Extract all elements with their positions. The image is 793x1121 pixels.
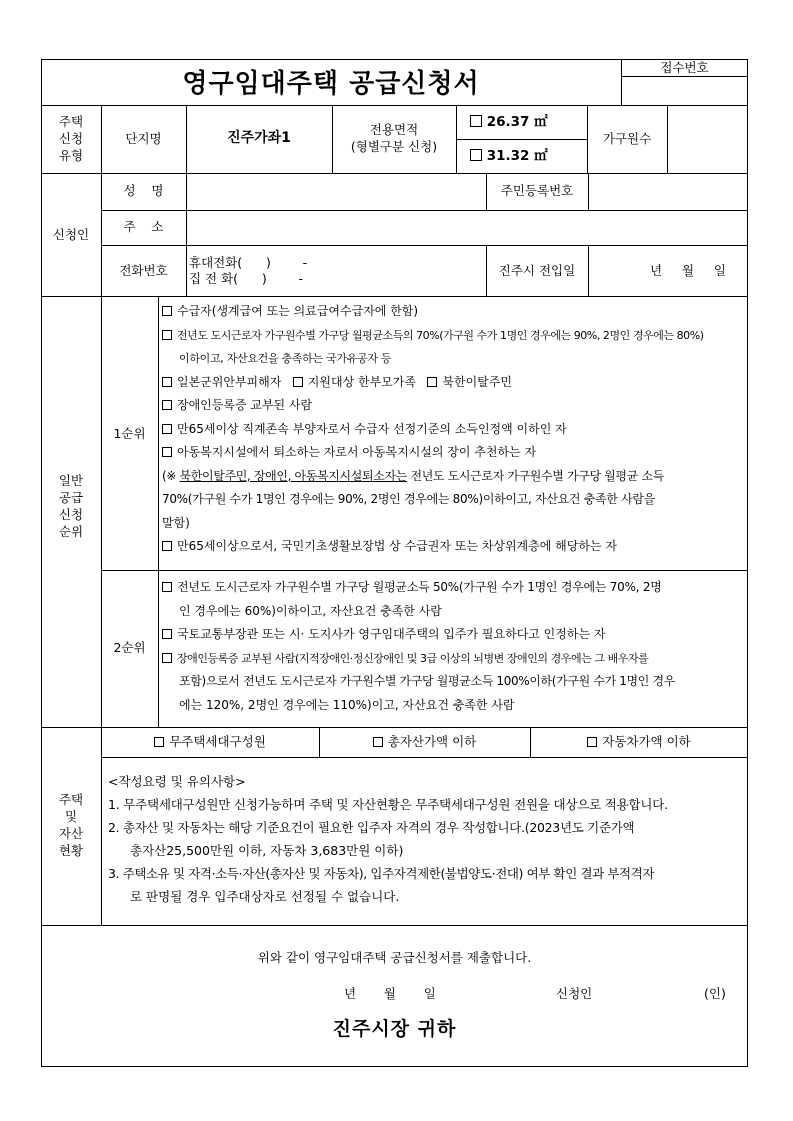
checkbox-icon[interactable] [373, 737, 383, 747]
move-in-date-field[interactable]: 년 월 일 [650, 263, 726, 278]
checkbox-icon[interactable] [293, 377, 303, 387]
checkbox-icon[interactable] [162, 653, 172, 663]
rank1-note: (※ 북한이탈주민, 장애인, 아동복지시설퇴소자는 전년도 도시근로자 가구원수별 가구당 월평균 소득 [162, 468, 664, 483]
note-2: 2. 총자산 및 자동차는 해당 기준요건이 필요한 입주자 자격의 경우 작성합니다.(2023년도 기준가액 [108, 820, 635, 835]
rank2-item-income[interactable]: 전년도 도시근로자 가구원수별 가구당 월평균소득 50%(가구원 수가 1명인 경우에는 70%, 2명 [162, 576, 746, 600]
checkbox-icon[interactable] [162, 541, 172, 551]
rrn-field[interactable] [589, 174, 747, 209]
note-3: 3. 주택소유 및 자격·소득·자산(총자산 및 자동차), 입주자격제한(불법양도·전대) 여부 확인 결과 부적격자 [108, 866, 655, 881]
rank1-item-elderly-support[interactable]: 만65세이상 직계존속 부양자로서 수급자 선정기준의 소득인정액 이하인 자 [162, 418, 746, 442]
checkbox-icon[interactable] [162, 400, 172, 410]
rank2-item-income-cont: 인 경우에는 60%)이하이고, 자산요건 충족한 사람 [179, 603, 442, 618]
checkbox-icon[interactable] [162, 582, 172, 592]
name-label: 성 명 [123, 183, 164, 198]
checkbox-icon[interactable] [162, 424, 172, 434]
assets-section-label: 주택 및 자산 현황 [58, 792, 84, 858]
rank1-criteria [162, 300, 746, 559]
checkbox-icon[interactable] [162, 306, 172, 316]
seal-mark[interactable]: (인) [704, 986, 726, 1001]
check-car-value[interactable]: 자동차가액 이하 [530, 734, 748, 750]
rank1-item-veteran[interactable]: 전년도 도시근로자 가구원수별 가구당 월평균소득의 70%(가구원 수가 1명인 경우에는 90%, 2명인 경우에는 80%) [162, 324, 746, 348]
rrn-label: 주민등록번호 [500, 183, 574, 198]
applicant-signature-label: 신청인 [556, 986, 593, 1001]
rank2-label: 2순위 [113, 640, 146, 655]
address-label: 주 소 [123, 219, 164, 234]
rank1-item-elderly-basic[interactable]: 만65세이상으로서, 국민기초생활보장법 상 수급권자 또는 차상위계층에 해당하는 자 [162, 535, 746, 559]
address-field[interactable] [187, 211, 747, 244]
name-field[interactable] [187, 174, 486, 209]
priority-section-label: 일반 공급 신청 순위 [58, 473, 84, 539]
housing-type-label: 주택 신청 유형 [58, 114, 84, 163]
check-total-assets[interactable]: 총자산가액 이하 [319, 734, 530, 750]
checkbox-icon[interactable] [162, 447, 172, 457]
applicant-section-label: 신청인 [52, 227, 90, 242]
notes [108, 770, 746, 908]
checkbox-icon[interactable] [162, 330, 172, 340]
checkbox-icon[interactable] [470, 149, 482, 161]
rank1-item-group [162, 371, 746, 395]
checkbox-icon[interactable] [470, 115, 482, 127]
area-option-1[interactable]: 26.37 ㎡ [470, 113, 548, 131]
submission-statement: 위와 같이 영구임대주택 공급신청서를 제출합니다. [257, 950, 532, 965]
note-2-cont: 총자산25,500만원 이하, 자동차 3,683만원 이하) [130, 843, 404, 858]
move-in-label: 진주시 전입일 [498, 263, 576, 278]
rank1-label: 1순위 [113, 426, 146, 441]
rank1-item-veteran-cont: 이하이고, 자산요건을 충족하는 국가유공자 등 [179, 352, 392, 365]
notes-title: <작성요령 및 유의사항> [108, 774, 246, 789]
form-title: 영구임대주택 공급신청서 [182, 69, 480, 99]
recipient: 진주시장 귀하 [332, 1018, 457, 1040]
home-phone-field[interactable]: 집 전 화( ) - [189, 271, 304, 286]
rank2-item-minister[interactable]: 국토교통부장관 또는 시· 도지사가 영구임대주택의 입주가 필요하다고 인정하는 자 [162, 623, 746, 647]
phone-label: 전화번호 [119, 263, 168, 278]
checkbox-icon[interactable] [427, 377, 437, 387]
note-1: 1. 무주택세대구성원만 신청가능하며 주택 및 자산현황은 무주택세대구성원 전원을 대상으로 적용합니다. [108, 797, 668, 812]
rank1-item-defector[interactable]: 북한이탈주민 [427, 375, 512, 389]
area-option-2[interactable]: 31.32 ㎡ [470, 147, 548, 165]
rank2-item-disabled-end: 에는 120%, 2명인 경우에는 110%)이고, 자산요건 충족한 사람 [179, 697, 515, 712]
receipt-number-field[interactable] [622, 77, 747, 104]
household-count-label: 가구원수 [602, 131, 652, 146]
rank2-criteria [162, 576, 746, 717]
checkbox-icon[interactable] [154, 737, 164, 747]
rank1-note-cont: 70%(가구원 수가 1명인 경우에는 90%, 2명인 경우에는 80%)이하이고, 자산요건 충족한 사람을 [162, 492, 655, 506]
complex-name-label: 단지명 [125, 131, 162, 146]
checkbox-icon[interactable] [587, 737, 597, 747]
note-3-cont: 로 판명될 경우 입주대상자로 선정될 수 없습니다. [130, 889, 400, 904]
rank1-item-recipient[interactable]: 수급자(생계급여 또는 의료급여수급자에 한함) [162, 300, 746, 324]
rank1-item-comfort-women[interactable]: 일본군위안부피해자 [162, 375, 281, 389]
rank1-item-single-parent[interactable]: 지원대상 한부모가족 [293, 375, 416, 389]
mobile-phone-field[interactable]: 휴대전화( ) - [189, 255, 308, 270]
household-count-field[interactable] [668, 106, 747, 172]
submission-date[interactable]: 년 월 일 [344, 986, 436, 1001]
complex-name-value: 진주가좌1 [227, 130, 291, 146]
area-label: 전용면적 (형별구분 신청) [350, 122, 438, 154]
receipt-number-label: 접수번호 [660, 60, 709, 75]
rank1-note-end: 말함) [162, 515, 190, 530]
check-no-house[interactable]: 무주택세대구성원 [101, 734, 319, 750]
rank2-item-disabled[interactable]: 장애인등록증 교부된 사람(지적장애인·정신장애인 및 3급 이상의 뇌병변 장애인의 경우에는 그 배우자를 [162, 647, 746, 671]
rank2-item-disabled-cont: 포함)으로서 전년도 도시근로자 가구원수별 가구당 월평균소득 100%이하(가구원 수가 1명인 경우 [179, 674, 675, 688]
checkbox-icon[interactable] [162, 377, 172, 387]
rank1-item-child-welfare[interactable]: 아동복지시설에서 퇴소하는 자로서 아동복지시설의 장이 추천하는 자 [162, 441, 746, 465]
checkbox-icon[interactable] [162, 629, 172, 639]
rank1-item-disabled[interactable]: 장애인등록증 교부된 사람 [162, 394, 746, 418]
